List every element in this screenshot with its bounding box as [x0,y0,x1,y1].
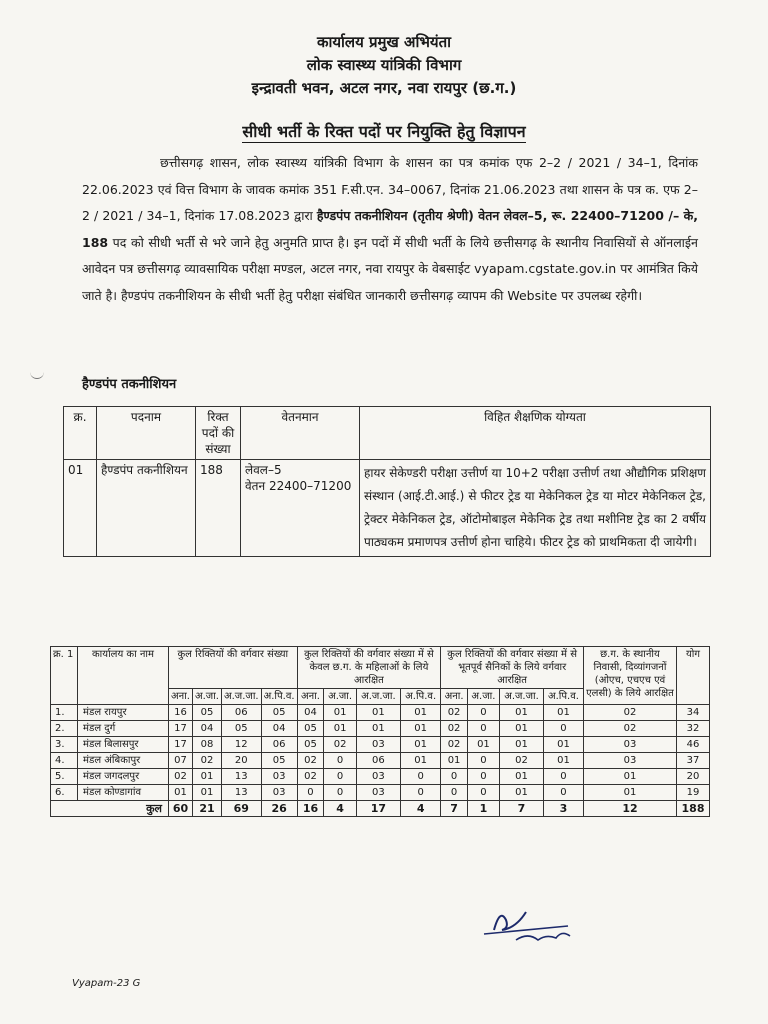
signature [476,900,586,950]
subheader-category: अ.पि.व. [261,689,297,705]
office-name: मंडल जगदलपुर [78,769,169,785]
section-heading: हैण्डपंप तकनीशियन [82,377,177,392]
header-office: कार्यालय प्रमुख अभियंता [316,33,452,51]
page-title: सीधी भर्ती के रिक्त पदों पर नियुक्ति हेतु विज्ञापन [242,122,526,141]
col-grand-total: योग [677,647,710,705]
footer-code: Vyapam-23 G [72,978,141,989]
table-row: 01 हैण्डपंप तकनीशियन 188 लेवल–5 वेतन 22400–71200 हायर सेकेण्डरी परीक्षा उत्तीर्ण या 10+2 परीक्षा उत्तीर्ण तथा औद्यौगिक प्रशिक्षण संस्थान (आई.टी.आई.) से फीटर ट्रेड या मेकेनिकल ट्रेड या मोटर मेकेनिकल ट्रेड, ट्रेक्टर मेकेनिकल ट्रेड, ऑटोमोबाइल मेकेनिक ट्रेड तथा मशीनिष्ट ट्रेड का 2 वर्षीय पाठ्यकम प्रमाणपत्र उत्तीर्ण होना चाहिये। फीटर ट्रेड को प्राथमिकता दी जायेगी। [64,460,711,557]
table-row: 3. मंडल बिलासपुर 17 08 12 06 05 02 03 01 02 01 01 01 03 46 [51,737,710,753]
subheader-category: अ.ज.जा. [356,689,400,705]
office-name: मंडल दुर्ग [78,721,169,737]
col-local-divyang: छ.ग. के स्थानीय निवासी, दिव्यांगजनों (ओएच, एचएच एवं एलसी) के लिये आरक्षित [584,647,677,705]
office-name: मंडल अंबिकापुर [78,753,169,769]
subheader-category: अ.जा. [467,689,499,705]
subheader-category: अ.ज.जा. [221,689,261,705]
total-row: कुल 60 21 69 26 16 4 17 4 7 1 7 3 12 188 [51,801,710,817]
col-count: रिक्त पदों की संख्या [196,407,241,460]
subheader-category: अना. [441,689,468,705]
subheader-category: अ.पि.व. [543,689,583,705]
header-department: लोक स्वास्थ्य यांत्रिकी विभाग [306,56,462,74]
col-post: पदनाम [97,407,196,460]
col-pay: वेतनमान [241,407,360,460]
subheader-category: अ.पि.व. [401,689,441,705]
subheader-category: अना. [169,689,193,705]
qualification-table [63,406,711,557]
col-group-exservice: कुल रिक्तियों की वर्गवार संख्या में से भूतपूर्व सैनिकों के लिये वर्गवार आरक्षित [441,647,584,689]
table-row: 2. मंडल दुर्ग 17 04 05 04 05 01 01 01 02 0 01 0 02 32 [51,721,710,737]
qualification-text: हायर सेकेण्डरी परीक्षा उत्तीर्ण या 10+2 परीक्षा उत्तीर्ण तथा औद्यौगिक प्रशिक्षण संस्थान (आई.टी.आई.) से फीटर ट्रेड या मेकेनिकल ट्रेड या मोटर मेकेनिकल ट्रेड, ट्रेक्टर मेकेनिकल ट्रेड, ऑटोमोबाइल मेकेनिक ट्रेड तथा मशीनिष्ट ट्रेड का 2 वर्षीय पाठ्यकम प्रमाणपत्र उत्तीर्ण होना चाहिये। फीटर ट्रेड को प्राथमिकता दी जायेगी। [360,460,711,557]
subheader-category: अ.ज.जा. [500,689,544,705]
advertisement-paragraph: छत्तीसगढ़ शासन, लोक स्वास्थ्य यांत्रिकी विभाग के शासन का पत्र कमांक एफ 2–2 / 2021 / 34–1, दिनांक 22.06.2023 एवं वित्त विभाग के जावक कमांक 351 F.सी.एन. 34–0067, दिनांक 21.06.2023 तथा शासन के पत्र क. एफ 2–2 / 2021 / 34–1, दिनांक 17.08.2023 द्वारा हैण्डपंप तकनीशियन (तृतीय श्रेणी) वेतन लेवल–5, रू. 22400–71200 /– के, 188 पद को सीधी भर्ती से भरे जाने हेतु अनुमति प्राप्त है। इन पदों में सीधी भर्ती के लिये छत्तीसगढ़ के स्थानीय निवासियों से ऑनलाईन आवेदन पत्र छत्तीसगढ़ व्यावसायिक परीक्षा मण्डल, अटल नगर, नवा रायपुर के वेबसाईट vyapam.cgstate.gov.in पर आमंत्रित किये जाते है। हैण्डपंप तकनीशियन के सीधी भर्ती हेतु परीक्षा संबंधित जानकारी छत्तीसगढ़ व्यापम की Website पर उपलब्ध रहेगी। [82,155,698,303]
subheader-category: अ.जा. [192,689,221,705]
header-address: इन्द्रावती भवन, अटल नगर, नवा रायपुर (छ.ग.) [251,79,517,97]
office-name: मंडल बिलासपुर [78,737,169,753]
table-row: 1. मंडल रायपुर 16 05 06 05 04 01 01 01 02 0 01 01 02 34 [51,705,710,721]
col-qualification: विहित शैक्षणिक योग्यता [360,407,711,460]
col-sno: क्र. [64,407,97,460]
office-name: मंडल कोण्डागांव [78,785,169,801]
table-row: 4. मंडल अंबिकापुर 07 02 20 05 02 0 06 01 01 0 02 01 03 37 [51,753,710,769]
subheader-category: अ.जा. [324,689,356,705]
margin-mark [30,370,44,379]
col-sno: क्र. 1 [51,647,78,705]
table-row: 6. मंडल कोण्डागांव 01 01 13 03 0 0 03 0 0 0 01 0 01 19 [51,785,710,801]
col-group-total: कुल रिक्तियों की वर्गवार संख्या [169,647,298,689]
col-office: कार्यालय का नाम [78,647,169,705]
table-row: 5. मंडल जगदलपुर 02 01 13 03 02 0 03 0 0 0 01 0 01 20 [51,769,710,785]
vacancy-table [50,646,710,817]
office-name: मंडल रायपुर [78,705,169,721]
col-group-women: कुल रिक्तियों की वर्गवार संख्या में से केवल छ.ग. के महिलाओं के लिये आरक्षित [297,647,441,689]
subheader-category: अना. [297,689,324,705]
